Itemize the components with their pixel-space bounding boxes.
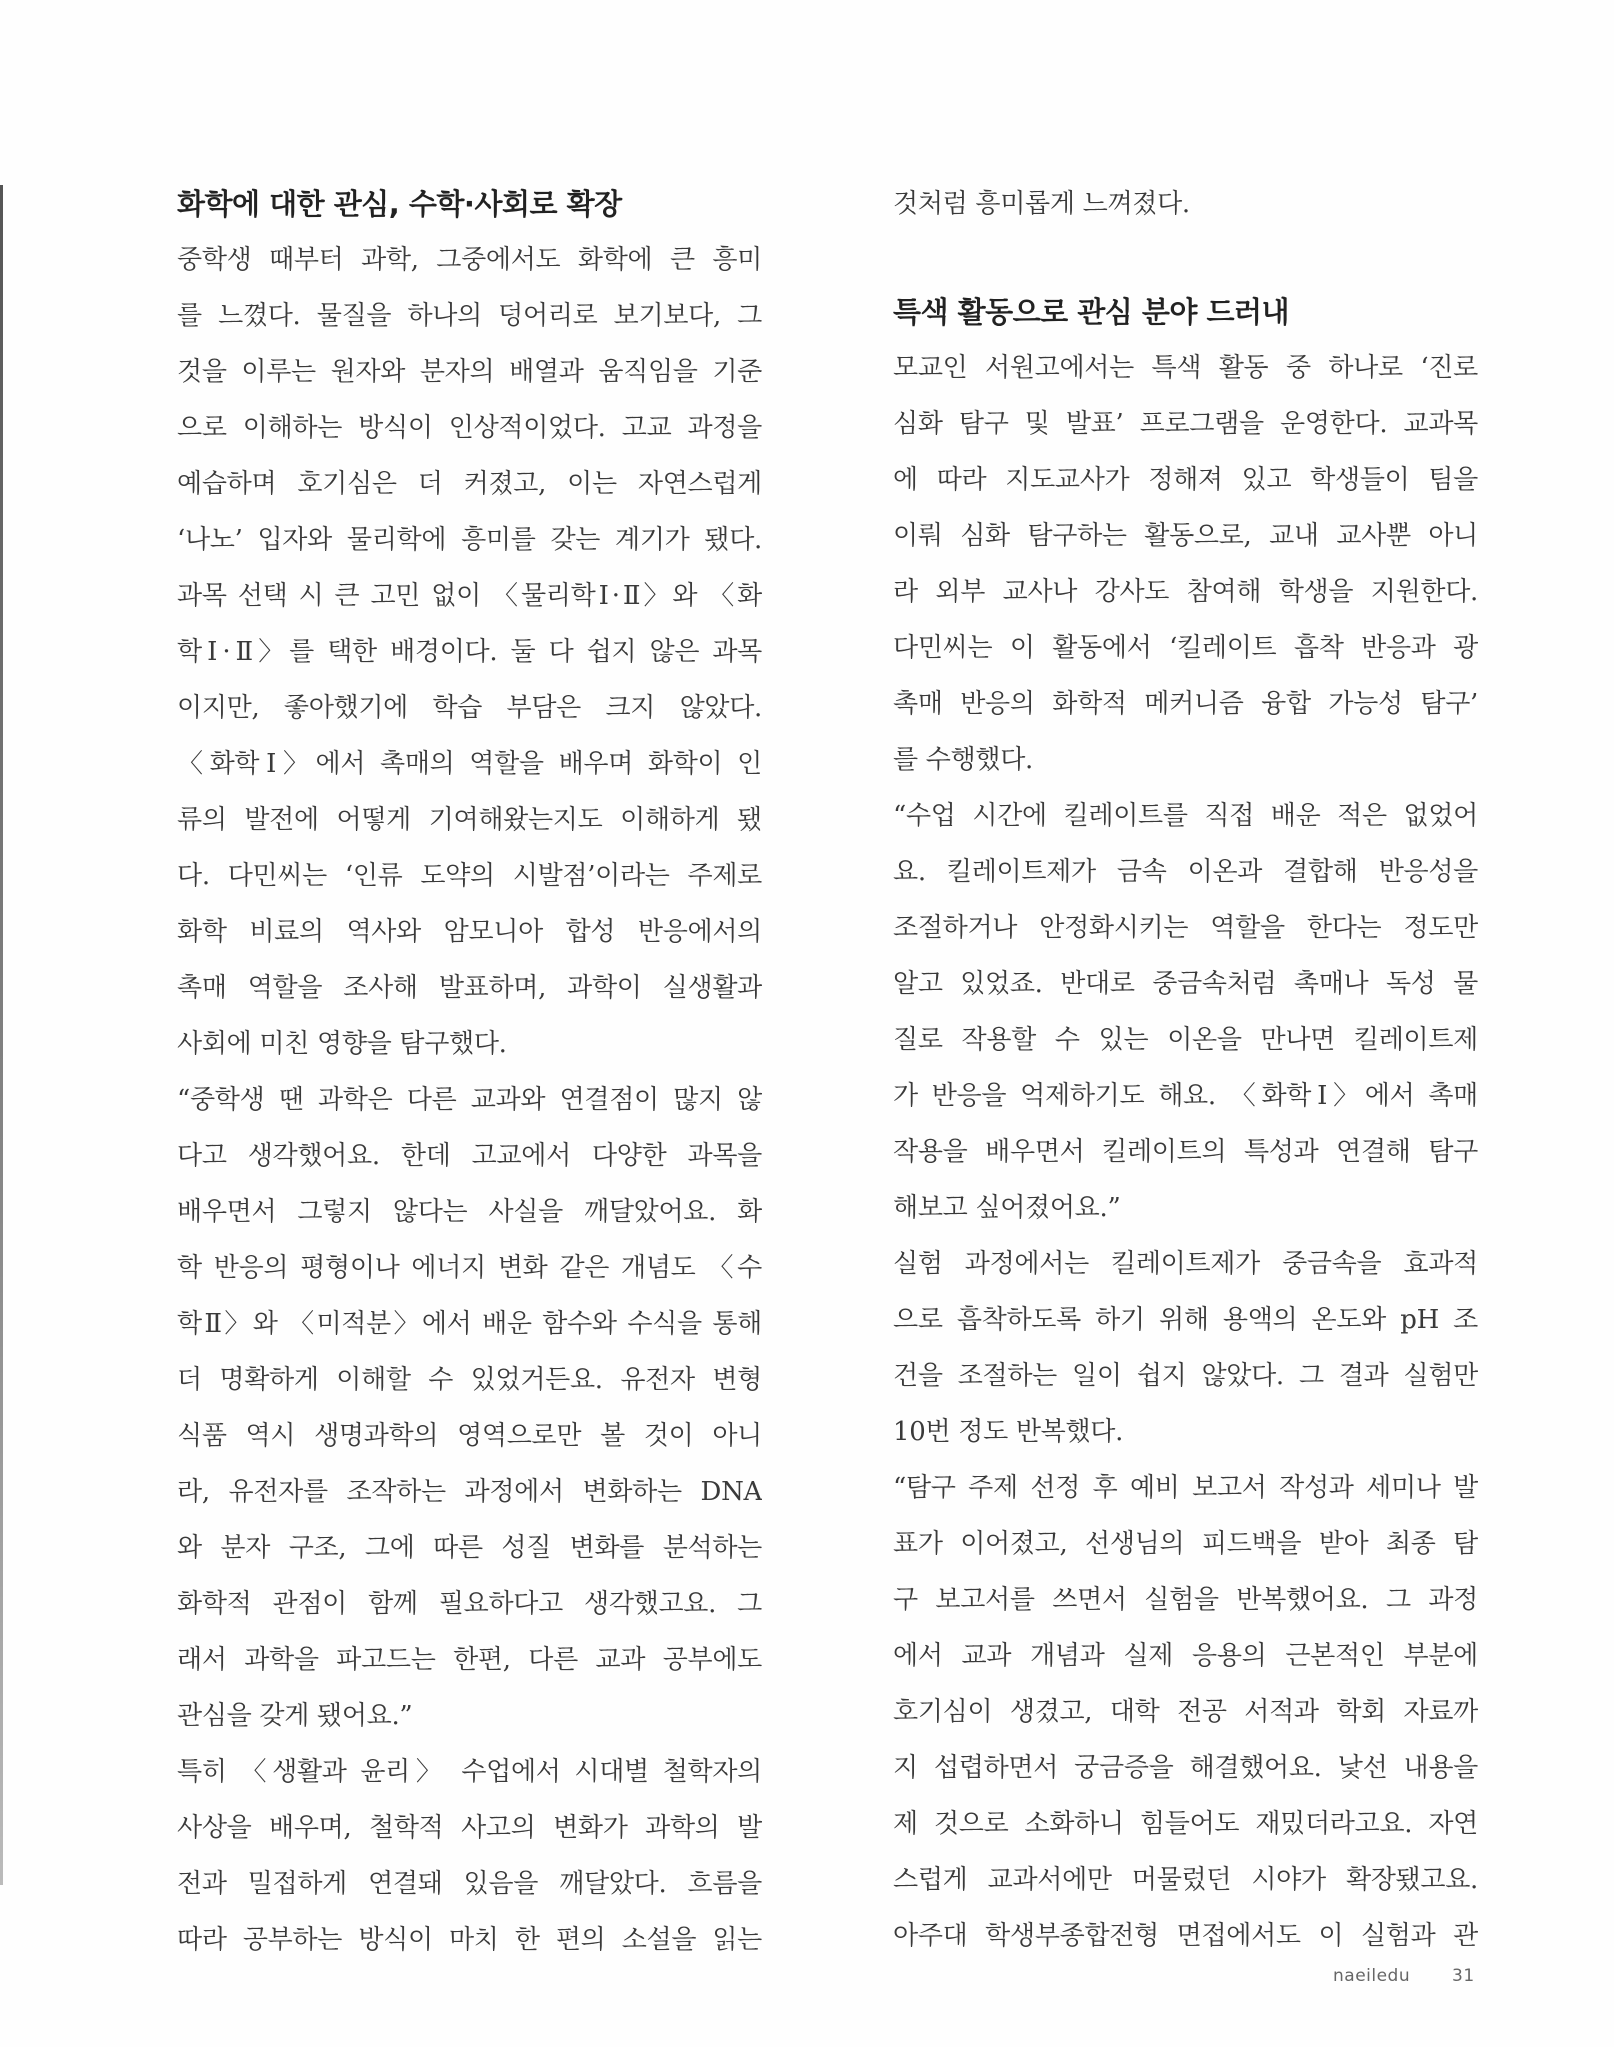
left-column (177, 176, 762, 1968)
text-line: 중학생 때부터 과학, 그중에서도 화학에 큰 흥미 (177, 245, 762, 275)
text-line: 와 분자 구조, 그에 따른 성질 변화를 분석하는 (177, 1533, 762, 1563)
text-line: 래서 과학을 파고드는 한편, 다른 교과 공부에도 (177, 1645, 762, 1675)
text-line: 를 수행했다. (893, 745, 1034, 775)
text-line: 더 명확하게 이해할 수 있었거든요. 유전자 변형 (177, 1365, 762, 1395)
text-line: 구 보고서를 쓰면서 실험을 반복했어요. 그 과정 (893, 1585, 1478, 1615)
text-line: 〈화학Ⅰ〉에서 촉매의 역할을 배우며 화학이 인 (177, 749, 762, 779)
text-line: 학Ⅱ〉와 〈미적분〉에서 배운 함수와 수식을 통해 (177, 1309, 762, 1339)
text-line: 이뤄 심화 탐구하는 활동으로, 교내 교사뿐 아니 (893, 521, 1478, 551)
text-line: 해보고 싶어졌어요.” (893, 1193, 1121, 1223)
text-line: 다민씨는 이 활동에서 ‘킬레이트 흡착 반응과 광 (893, 633, 1478, 663)
text-line: 에 따라 지도교사가 정해져 있고 학생들이 팀을 (893, 465, 1478, 495)
text-line: “중학생 땐 과학은 다른 교과와 연결점이 많지 않 (177, 1085, 762, 1115)
text-line: 학Ⅰ·Ⅱ〉를 택한 배경이다. 둘 다 쉽지 않은 과목 (177, 637, 762, 667)
continuation-line: 것처럼 흥미롭게 느껴졌다. (893, 189, 1190, 219)
text-line: 를 느꼈다. 물질을 하나의 덩어리로 보기보다, 그 (177, 301, 762, 331)
text-line: 라 외부 교사나 강사도 참여해 학생을 지원한다. (893, 577, 1478, 607)
text-line: 촉매 반응의 화학적 메커니즘 융합 가능성 탐구’ (893, 689, 1478, 719)
text-line: 실험 과정에서는 킬레이트제가 중금속을 효과적 (893, 1249, 1478, 1279)
text-line: 다고 생각했어요. 한데 고교에서 다양한 과목을 (177, 1141, 762, 1171)
text-line: 예습하며 호기심은 더 커졌고, 이는 자연스럽게 (177, 469, 762, 499)
text-line: 전과 밀접하게 연결돼 있음을 깨달았다. 흐름을 (177, 1869, 762, 1899)
text-line: 으로 흡착하도록 하기 위해 용액의 온도와 pH 조 (893, 1305, 1478, 1335)
text-line: 조절하거나 안정화시키는 역할을 한다는 정도만 (893, 913, 1478, 943)
text-line: 스럽게 교과서에만 머물렀던 시야가 확장됐고요. (893, 1865, 1478, 1895)
text-line: 화학적 관점이 함께 필요하다고 생각했고요. 그 (177, 1589, 762, 1619)
section-heading: 화학에 대한 관심, 수학·사회로 확장 (177, 187, 622, 221)
text-line: 다. 다민씨는 ‘인류 도약의 시발점’이라는 주제로 (177, 861, 762, 891)
text-line: 촉매 역할을 조사해 발표하며, 과학이 실생활과 (177, 973, 762, 1003)
text-line: 이지만, 좋아했기에 학습 부담은 크지 않았다. (177, 693, 762, 723)
text-line: 류의 발전에 어떻게 기여해왔는지도 이해하게 됐 (177, 805, 762, 835)
text-line: 따라 공부하는 방식이 마치 한 편의 소설을 읽는 (177, 1925, 762, 1955)
page-number: 31 (1452, 1966, 1475, 1986)
text-line: 모교인 서원고에서는 특색 활동 중 하나로 ‘진로 (893, 353, 1478, 383)
text-line: 표가 이어졌고, 선생님의 피드백을 받아 최종 탐 (893, 1529, 1478, 1559)
text-line: 식품 역시 생명과학의 영역으로만 볼 것이 아니 (177, 1421, 762, 1451)
text-line: 호기심이 생겼고, 대학 전공 서적과 학회 자료까 (893, 1697, 1478, 1727)
text-line: 화학 비료의 역사와 암모니아 합성 반응에서의 (177, 917, 762, 947)
text-line: 학 반응의 평형이나 에너지 변화 같은 개념도 〈수 (177, 1253, 762, 1283)
right-body (893, 340, 1478, 1964)
text-line: ‘나노’ 입자와 물리학에 흥미를 갖는 계기가 됐다. (177, 525, 762, 555)
text-line: 제 것으로 소화하니 힘들어도 재밌더라고요. 자연 (893, 1809, 1478, 1839)
text-line: 관심을 갖게 됐어요.” (177, 1701, 413, 1731)
text-line: 요. 킬레이트제가 금속 이온과 결합해 반응성을 (893, 857, 1478, 887)
page-binding-edge (0, 185, 3, 1885)
text-line: 에서 교과 개념과 실제 응용의 근본적인 부분에 (893, 1641, 1478, 1671)
text-line: 으로 이해하는 방식이 인상적이었다. 고교 과정을 (177, 413, 762, 443)
text-line: “수업 시간에 킬레이트를 직접 배운 적은 없었어 (893, 801, 1478, 831)
text-line: 것을 이루는 원자와 분자의 배열과 움직임을 기준 (177, 357, 762, 387)
text-line: 작용을 배우면서 킬레이트의 특성과 연결해 탐구 (893, 1137, 1478, 1167)
right-column (893, 176, 1478, 1964)
section-heading: 특색 활동으로 관심 분야 드러내 (893, 295, 1290, 329)
text-line: 가 반응을 억제하기도 해요. 〈화학Ⅰ〉에서 촉매 (893, 1081, 1478, 1111)
text-line: 사회에 미친 영향을 탐구했다. (177, 1029, 507, 1059)
text-line: 특히 〈생활과 윤리〉 수업에서 시대별 철학자의 (177, 1757, 762, 1787)
text-line: 아주대 학생부종합전형 면접에서도 이 실험과 관 (893, 1921, 1478, 1951)
text-line: “탐구 주제 선정 후 예비 보고서 작성과 세미나 발 (893, 1473, 1478, 1503)
text-line: 과목 선택 시 큰 고민 없이 〈물리학Ⅰ·Ⅱ〉와 〈화 (177, 581, 762, 611)
text-line: 지 섭렵하면서 궁금증을 해결했어요. 낯선 내용을 (893, 1753, 1478, 1783)
text-line: 10번 정도 반복했다. (893, 1417, 1124, 1447)
text-line: 건을 조절하는 일이 쉽지 않았다. 그 결과 실험만 (893, 1361, 1478, 1391)
text-line: 심화 탐구 및 발표’ 프로그램을 운영한다. 교과목 (893, 409, 1478, 439)
text-line: 사상을 배우며, 철학적 사고의 변화가 과학의 발 (177, 1813, 762, 1843)
text-line: 알고 있었죠. 반대로 중금속처럼 촉매나 독성 물 (893, 969, 1478, 999)
text-line: 배우면서 그렇지 않다는 사실을 깨달았어요. 화 (177, 1197, 762, 1227)
text-line: 라, 유전자를 조작하는 과정에서 변화하는 DNA (177, 1477, 762, 1507)
publication-name: naeiledu (1333, 1966, 1411, 1986)
left-body (177, 232, 762, 1968)
text-line: 질로 작용할 수 있는 이온을 만나면 킬레이트제 (893, 1025, 1478, 1055)
